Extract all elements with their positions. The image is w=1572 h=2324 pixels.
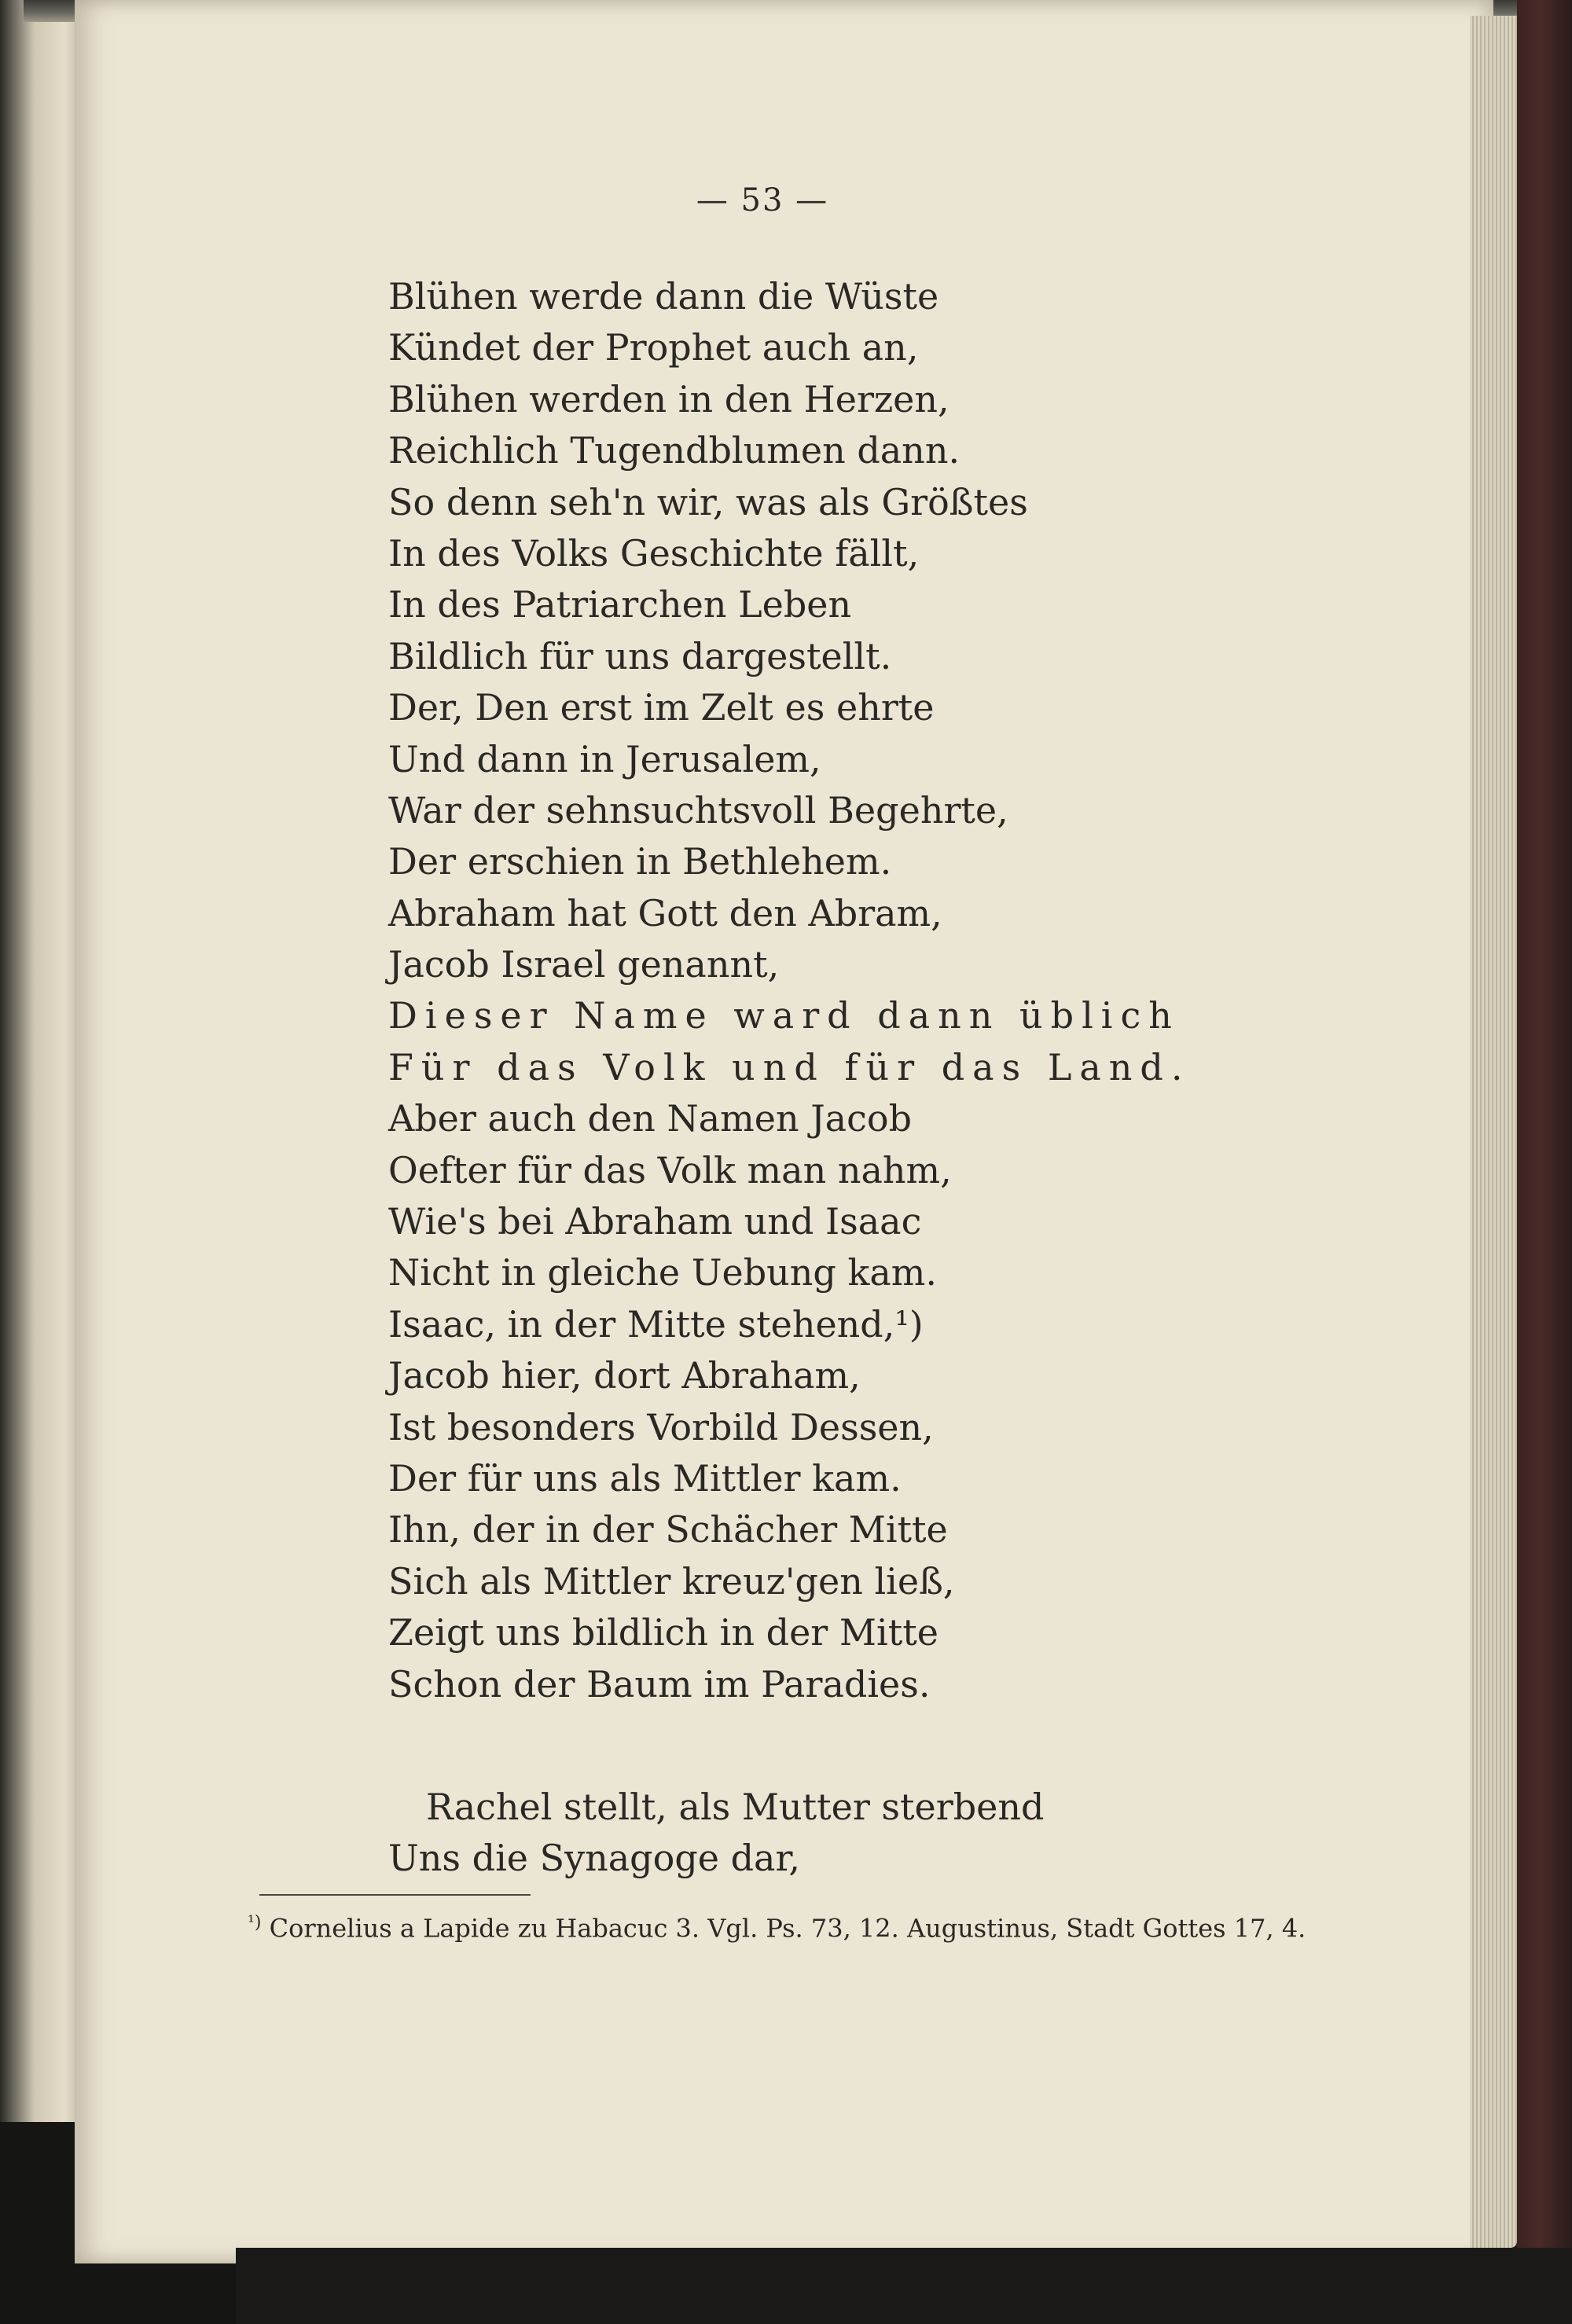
verse-line: Ihn, der in der Schächer Mitte <box>388 1508 948 1551</box>
verse-line: Jacob Israel genannt, <box>388 943 780 986</box>
verse-line: Rachel stellt, als Mutter sterbend <box>426 1786 1045 1828</box>
footnote-text: Cornelius a Lapide zu Habacuc 3. Vgl. Ps. 73, 12. Augustinus, Stadt Gottes 17, 4. <box>269 1913 1306 1944</box>
verse-line: Jacob hier, dort Abraham, <box>388 1354 861 1397</box>
verse-line: Oefter für das Volk man nahm, <box>388 1148 952 1191</box>
footnote <box>248 1906 1317 1946</box>
verse-line: Blühen werde dann die Wüste <box>388 275 939 318</box>
verse-line: Und dann in Jerusalem, <box>388 737 821 780</box>
verse-line: Abraham hat Gott den Abram, <box>388 891 942 934</box>
verse-line: Der für uns als Mittler kam. <box>388 1456 902 1500</box>
verse-line: Uns die Synagoge dar, <box>388 1837 801 1880</box>
verse-line: War der sehnsuchtsvoll Begehrte, <box>388 788 1008 832</box>
verse-line: In des Volks Geschichte fällt, <box>388 531 920 575</box>
verse-line: Zeigt uns bildlich in der Mitte <box>388 1611 938 1654</box>
verse-line: Blühen werden in den Herzen, <box>388 377 949 420</box>
verse-line: Isaac, in der Mitte stehend,¹) <box>388 1302 924 1346</box>
verse-line: Für das Volk und für das Land. <box>388 1045 1191 1089</box>
verse-line: Nicht in gleiche Uebung kam. <box>388 1251 938 1294</box>
verse-line: Reichlich Tugendblumen dann. <box>388 429 960 472</box>
footnote-mark: ¹) <box>248 1913 262 1933</box>
verse-line: Aber auch den Namen Jacob <box>388 1097 913 1140</box>
verse-line: In des Patriarchen Leben <box>388 583 852 626</box>
verse-line: Bildlich für uns dargestellt. <box>388 634 892 677</box>
page-number: — 53 — <box>696 182 829 218</box>
verse-stanza-2 <box>388 1782 1410 1885</box>
verse-line: So denn seh'n wir, was als Größtes <box>388 480 1028 523</box>
verse-line: Dieser Name ward dann üblich <box>388 994 1180 1037</box>
verse-line: Ist besonders Vorbild Dessen, <box>388 1405 934 1448</box>
verse-line: Kündet der Prophet auch an, <box>388 326 919 369</box>
verse-line: Der erschien in Bethlehem. <box>388 840 892 883</box>
verse-stanza-1 <box>388 271 1410 1710</box>
verse-line: Der, Den erst im Zelt es ehrte <box>388 686 935 729</box>
verse-line: Sich als Mittler kreuz'gen ließ, <box>388 1559 955 1603</box>
footnote-divider <box>259 1894 531 1896</box>
verse-line: Schon der Baum im Paradies. <box>388 1662 931 1705</box>
verse-line: Wie's bei Abraham und Isaac <box>388 1200 922 1243</box>
